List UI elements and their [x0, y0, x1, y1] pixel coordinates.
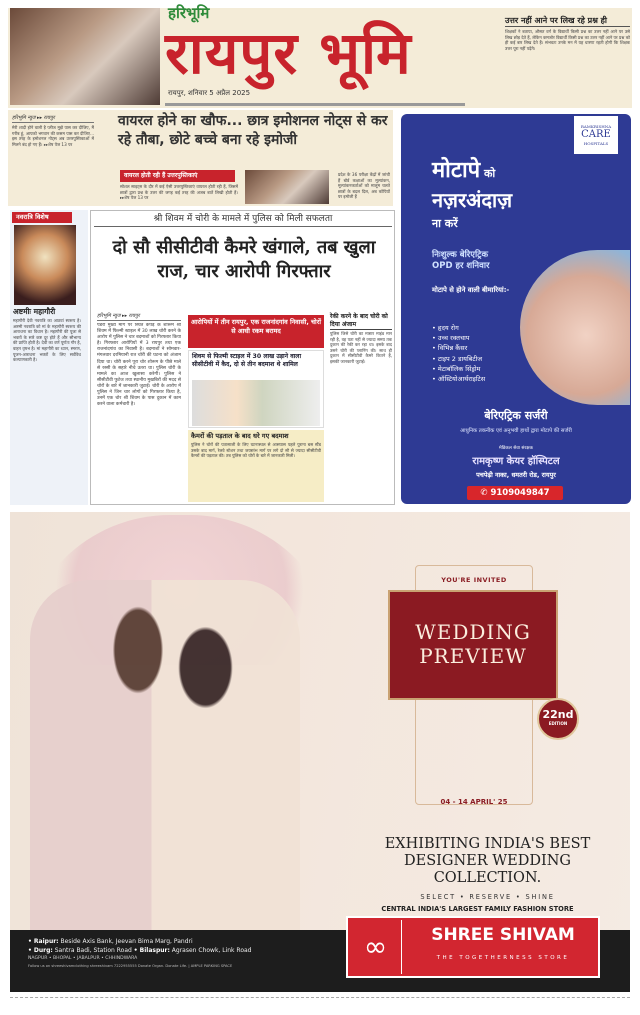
clipping-headline: शिवम से फिल्मी स्टाइल में 30 लाख उड़ाने वाला सीसीटीवी में कैद, दो से तीन बदमाश थे शामिल — [192, 353, 302, 368]
opd-text — [432, 250, 490, 272]
cut-line — [10, 997, 630, 998]
hospital-pretext: मेडिकल सेवा संरक्षक — [499, 446, 533, 451]
edition-label: EDITION — [548, 721, 568, 726]
tagline: SELECT • RESERVE • SHINE — [420, 893, 555, 901]
phone-button[interactable]: ✆ 9109049847 — [467, 486, 563, 500]
story-body: पंडरी मुख्य मार्ग पर स्थित कपड़े के शोरूम श्री शिवम में फिल्मी स्टाइल में 30 लाख चोरी करने के आरोप में पुलिस ने चार बदमाशों को गिरफ्तार किया है। गिरफ्तार आरोपियों में 3 रायपुर तथा एक राजनांदगांव का निवासी है। बदमाशों ने सोमवार-मंगलवार दरमियानी रात चोरी की घटना को अंजाम दिया था। चोरी करने पूरा चोर शोरूम के पीछे माले से रस्सी के सहारे नीचे उतरा था। पुलिस चोरी के मामले का आज खुलासा करेगी। पुलिस ने सीसीटीवी फुटेज तथा स्थानीय मुखबिरों की मदद से चोरों के बारे में जानकारी जुटाई। चोरी के आरोप में पुलिस ने जिन चार लोगों को गिरफ्तार किया है, उनमें एक चोर श्री शिवम के पास दुकान में काम करने वाला कर्मचारी है। — [97, 323, 181, 408]
surgery-title: बेरिएट्रिक सर्जरी — [484, 409, 548, 422]
teaser-body: शिक्षकों ने बताया, औसत वर्ग के विद्यार्थी किसी प्रश्न का उत्तर नहीं आने पर उसे लिख छोड़ देते हैं, लेकिन कमजोर विद्यार्थी किसी प्रश्न का उत्तर नहीं आने पर प्रश्न को ही कई बार लिख देते हैं। संभवतः उनके मन में यह धारणा रहती होगी कि शिक्षक उत्तर पूरा नहीं पढ़ेंगे। — [505, 29, 630, 51]
story-box — [188, 430, 324, 502]
ad-headline-2: नज़रअंदाज़ — [432, 188, 513, 212]
hospital-address: पचपेढ़ी नाका, धमतरी रोड, रायपुर — [476, 471, 556, 479]
durg-label: • Durg: — [28, 947, 53, 954]
navratri-title: अष्टमीः महागौरी — [13, 307, 56, 316]
surgery-subtitle: आधुनिक तकनीक एवं अनुभवी हाथों द्वारा मोटापे की सर्जरी — [460, 428, 572, 434]
story-kicker: श्री शिवम में चोरी के मामले में पुलिस को मिली सफलता — [94, 213, 392, 227]
ad-headline-3: ना करें — [432, 217, 458, 230]
title-line1: WEDDING — [415, 620, 531, 644]
head1-suffix: को — [483, 167, 496, 180]
story-red-subhead: आरोपियों में तीन रायपुर, एक राजनांदगांव निवासी, चोरों से आधी रकम बरामद — [188, 315, 324, 348]
disease-item: • मेटाबॉलिक सिंड्रोम — [432, 364, 481, 373]
side-title: रेकी करने के बाद चोरी को दिया अंजाम — [330, 313, 392, 330]
event-dates: 04 - 14 APRIL' 25 — [440, 798, 508, 806]
disease-item: • विभिन्न कैंसर — [432, 344, 468, 353]
mahagauri-image — [14, 225, 76, 305]
title-line2: PREVIEW — [419, 644, 527, 668]
viral-photo — [245, 170, 329, 204]
store-addresses — [28, 937, 338, 969]
box-title: कैमरों की पड़ताल के बाद धरे गए बदमाश — [191, 432, 289, 440]
viral-left-column — [12, 115, 94, 203]
cities: NAGPUR • BHOPAL • JABALPUR • CHHINDWARA — [28, 956, 138, 961]
store-name: SHREE SHIVAM — [431, 925, 575, 945]
box-body: पुलिस ने चोरों की पतासाजी के लिए घटनास्थल से आसपास पहले पुराना बस स्टैंड उसके बाद मार्ग, रेलवे स्टेशन तथा जयस्तंभ मार्ग पर लगे दो सौ से ज्यादा सीसीटीवी कैमरों की पड़ताल की। तब पुलिस को चोरों के बारे में जानकारी मिली। — [191, 442, 321, 459]
raipur-label: • Raipur: — [28, 938, 59, 945]
store-tagline: THE TOGETHERNESS STORE — [436, 955, 570, 961]
diseases-list — [432, 323, 485, 384]
navratri-tag: नवरात्रि विशेष — [12, 212, 72, 223]
disease-item: • हृदय रोग — [432, 324, 459, 332]
wedding-preview-title — [388, 590, 558, 700]
viral-left-body: मेरी शादी होने वाली है प्लीज मुझे पास कर दीजिए, मैं गरीब हूं, आपको भगवान की कसम पास कर दीजिए... इस तरह के इमोशनल नोट्स अब उत्तरपुस्तिकाओं में मिलने बंद हो गए हैं। ▸▸शेष पेज 13 पर — [12, 125, 94, 147]
story-byline: हरिभूमि न्यूज ▸▸ रायपुर — [97, 313, 181, 321]
edition-number: 22nd — [542, 708, 574, 721]
side-body: पुलिस जिसे चोरी का मास्टर माइंड मान रही है, वह पता नहीं से ज्यादा समय तक दुकान की रेकी कर रहा था। इसके बाद उसने चोरी की प्लानिंग की। साथ ही दुकान में सीसीटीवी कैमरे कितने हैं, इसकी जानकारी जुटाई। — [330, 331, 392, 364]
opd-line2: OPD हर शनिवार — [432, 261, 490, 271]
story-side — [330, 313, 392, 491]
raipur-address: Beside Axis Bank, Jeevan Bima Marg, Pandri — [58, 938, 193, 945]
hospital-name: रामकृष्ण केयर हॉस्पिटल — [472, 456, 560, 467]
disease-item: • टाइप 2 डायबिटीज — [432, 354, 483, 363]
ad-headline-1 — [432, 158, 495, 187]
diseases-heading: मोटापे से होने वाली बीमारियां:- — [432, 286, 510, 294]
brand-raipur-bhoomi: रायपुर भूमि — [165, 19, 412, 87]
shree-shivam-icon: ∞ — [350, 920, 402, 974]
main-headline[interactable]: दो सौ सीसीटीवी कैमरे खंगाले, तब खुला राज, चार आरोपी गिरफ्तार — [112, 237, 376, 282]
head1: मोटापे — [432, 158, 481, 183]
logo-care: CARE — [581, 129, 611, 140]
opd-line1: निःशुल्क बेरिएट्रिक — [432, 250, 488, 260]
store-claim: CENTRAL INDIA'S LARGEST FAMILY FASHION STORE — [381, 905, 574, 913]
navratri-body: महागौरी देवी नवरात्रि का आठवां स्वरूप है। अष्टमी नवरात्रि को मां के महागौरी स्वरूप की आराधना का विधान है। महागौरी की पूजा से भक्तों के सारे कष्ट दूर होते हैं और सौभाग्य की प्राप्ति होती है। देवी का वर्ण पूर्णतः गौर है, वाहन वृषभ है। मां महागौरी का ध्यान, स्मरण, पूजन-आराधना भक्तों के लिए सर्वविध कल्याणकारी है। — [13, 318, 81, 363]
logo-sub: HOSPITALS — [583, 141, 609, 146]
disease-item: • ऑस्टियोआर्थराइटिस — [432, 375, 486, 384]
divider — [165, 103, 465, 106]
care-logo — [574, 116, 618, 154]
teaser-title: उत्तर नहीं आने पर लिख रहे प्रश्न ही — [505, 16, 630, 27]
viral-side-note: प्रदेश के 36 परीक्षा केंद्रों में जांची हैं बोर्ड कक्षाओं का मूल्यांकन, मूल्यांकनकर्ताओं को मालूम चलते छात्रों के बदल दिल, अब कॉपियों पर इमोजी हैं — [338, 172, 390, 200]
bilaspur-label: • Bilaspur: — [133, 947, 170, 954]
social-follow: Follow us on shreeshivamclothing shreeshivam 7222955555 Donate Organ. Donate Life. | AMPLE PARKING SPACE — [28, 964, 233, 968]
viral-headline[interactable]: वायरल होने का खौफ... छात्र इमोशनल नोट्स से कर रहे तौबा, छोटे बच्चे बना रहे इमोजी — [118, 113, 388, 148]
dateline: रायपुर, शनिवार 5 अप्रैल 2025 — [168, 89, 251, 97]
bilaspur-address: Agrasen Chowk, Link Road — [169, 947, 252, 954]
couple-photo — [30, 580, 300, 930]
durg-address: Santra Badi, Station Road — [52, 947, 134, 954]
brand-haribhoomi: हरिभूमि — [168, 4, 210, 22]
logo-top: RAMKRISHNA — [580, 124, 612, 129]
exam-hall-photo — [10, 8, 160, 105]
disease-item: • उच्च रक्तचाप — [432, 334, 470, 343]
viral-body: सोशल साइट्स के दौर में कई ऐसी उत्तरपुस्तिकाएं वायरल होती रही हैं, जिसमें छात्रों द्वारा प्रश्न के उत्तर की जगह कई तरह की अजब बातें लिखी होती हैं। ▸▸शेष पेज 13 पर — [120, 184, 238, 201]
invited-label: YOU'RE INVITED — [441, 576, 507, 584]
edition-badge — [537, 698, 579, 740]
byline: हरिभूमि न्यूज ▸▸ रायपुर — [12, 115, 94, 123]
exhibit-text: EXHIBITING INDIA'S BEST DESIGNER WEDDING COLLECTION. — [384, 836, 591, 886]
viral-subhead: वायरल होती रही हैं उत्तरपुस्तिकाएं — [120, 170, 235, 182]
teaser — [505, 16, 630, 91]
clipping-image — [192, 380, 320, 426]
